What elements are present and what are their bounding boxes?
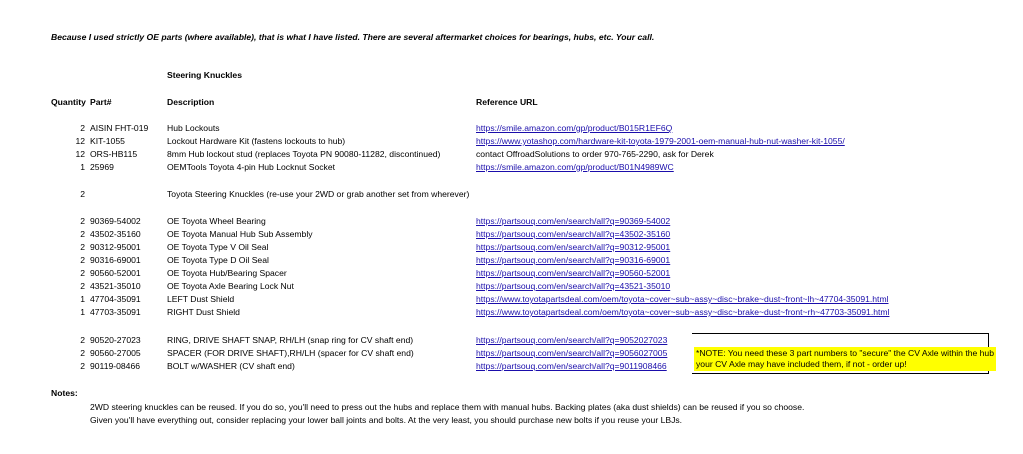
reference-link[interactable]: https://partsouq.com/en/search/all?q=90369-54002 [476, 216, 671, 226]
part-cell: ORS-HB115 [90, 149, 138, 159]
description-cell: OE Toyota Axle Bearing Lock Nut [167, 281, 294, 291]
qty-cell: 2 [80, 335, 85, 345]
reference-text: contact OffroadSolutions to order 970-765-2290, ask for Derek [476, 149, 714, 159]
description-cell: OE Toyota Type V Oil Seal [167, 242, 269, 252]
qty-cell: 2 [80, 242, 85, 252]
reference-link[interactable]: https://www.toyotapartsdeal.com/oem/toyota~cover~sub~assy~disc~brake~dust~front~rh~47703-35091.html [476, 307, 890, 317]
description-cell: RING, DRIVE SHAFT SNAP, RH/LH (snap ring for CV shaft end) [167, 335, 414, 345]
part-cell: 90520-27023 [90, 335, 141, 345]
notes-line-1: 2WD steering knuckles can be reused. If you do so, you'll need to press out the hubs and replace them with manual hubs. Backing plates (aka dust shields) can be reused if you so choose. [90, 402, 805, 412]
description-cell: SPACER (FOR DRIVE SHAFT),RH/LH (spacer for CV shaft end) [167, 348, 414, 358]
qty-cell: 1 [80, 162, 85, 172]
qty-cell: 2 [80, 255, 85, 265]
header-description: Description [167, 97, 215, 107]
notes-label: Notes: [51, 388, 78, 398]
qty-cell: 2 [80, 268, 85, 278]
part-cell: 25969 [90, 162, 114, 172]
part-cell: 43521-35010 [90, 281, 141, 291]
part-cell: 90560-27005 [90, 348, 141, 358]
qty-cell: 2 [80, 229, 85, 239]
part-cell: KIT-1055 [90, 136, 125, 146]
reference-link[interactable]: https://partsouq.com/en/search/all?q=90312-95001 [476, 242, 671, 252]
qty-cell: 12 [75, 149, 85, 159]
reference-link[interactable]: https://partsouq.com/en/search/all?q=43521-35010 [476, 281, 671, 291]
part-cell: 90316-69001 [90, 255, 141, 265]
description-cell: RIGHT Dust Shield [167, 307, 240, 317]
cv-axle-note [694, 347, 996, 371]
qty-cell: 2 [80, 348, 85, 358]
description-cell: BOLT w/WASHER (CV shaft end) [167, 361, 295, 371]
description-cell: OE Toyota Type D Oil Seal [167, 255, 269, 265]
qty-cell: 2 [80, 189, 85, 199]
description-cell: 8mm Hub lockout stud (replaces Toyota PN 90080-11282, discontinued) [167, 149, 441, 159]
qty-cell: 2 [80, 123, 85, 133]
qty-cell: 2 [80, 361, 85, 371]
qty-cell: 12 [75, 136, 85, 146]
part-cell: 90369-54002 [90, 216, 141, 226]
part-cell: 90312-95001 [90, 242, 141, 252]
header-reference-url: Reference URL [476, 97, 538, 107]
description-cell: OE Toyota Manual Hub Sub Assembly [167, 229, 313, 239]
notes-line-2: Given you'll have everything out, consider replacing your lower ball joints and bolts. At the very least, you should purchase new bolts if you reuse your LBJs. [90, 415, 683, 425]
part-cell: 90560-52001 [90, 268, 141, 278]
description-cell: Toyota Steering Knuckles (re-use your 2WD or grab another set from wherever) [167, 189, 470, 199]
description-cell: LEFT Dust Shield [167, 294, 235, 304]
qty-cell: 1 [80, 307, 85, 317]
section-title: Steering Knuckles [167, 70, 242, 80]
reference-link[interactable]: https://partsouq.com/en/search/all?q=90316-69001 [476, 255, 671, 265]
reference-link[interactable]: https://smile.amazon.com/gp/product/B015R1EF6Q [476, 123, 673, 133]
reference-link[interactable]: https://partsouq.com/en/search/all?q=9052027023 [476, 335, 668, 345]
description-cell: Lockout Hardware Kit (fastens lockouts to hub) [167, 136, 346, 146]
intro-text: Because I used strictly OE parts (where available), that is what I have listed. There are several aftermarket choices for bearings, hubs, etc. Your call. [51, 32, 655, 42]
reference-link[interactable]: https://smile.amazon.com/gp/product/B01N4989WC [476, 162, 674, 172]
part-cell: 47703-35091 [90, 307, 141, 317]
reference-link[interactable]: https://partsouq.com/en/search/all?q=43502-35160 [476, 229, 671, 239]
description-cell: OEMTools Toyota 4-pin Hub Locknut Socket [167, 162, 335, 172]
note-line-2: your CV Axle may have included them, if not - order up! [696, 359, 907, 369]
qty-cell: 2 [80, 281, 85, 291]
reference-link[interactable]: https://partsouq.com/en/search/all?q=9011908466 [476, 361, 667, 371]
part-cell: AISIN FHT-019 [90, 123, 149, 133]
part-cell: 90119-08466 [90, 361, 141, 371]
header-part: Part# [90, 97, 112, 107]
description-cell: OE Toyota Hub/Bearing Spacer [167, 268, 287, 278]
description-cell: Hub Lockouts [167, 123, 220, 133]
qty-cell: 2 [80, 216, 85, 226]
reference-link[interactable]: https://www.toyotapartsdeal.com/oem/toyota~cover~sub~assy~disc~brake~dust~front~lh~47704-35091.html [476, 294, 889, 304]
reference-link[interactable]: https://www.yotashop.com/hardware-kit-toyota-1979-2001-oem-manual-hub-nut-washer-kit-1055/ [476, 136, 845, 146]
header-quantity: Quantity [51, 97, 86, 107]
qty-cell: 1 [80, 294, 85, 304]
part-cell: 43502-35160 [90, 229, 141, 239]
reference-link[interactable]: https://partsouq.com/en/search/all?q=90560-52001 [476, 268, 671, 278]
part-cell: 47704-35091 [90, 294, 141, 304]
note-line-1: *NOTE: You need these 3 part numbers to "secure" the CV Axle within the hub [696, 348, 994, 358]
reference-link[interactable]: https://partsouq.com/en/search/all?q=9056027005 [476, 348, 668, 358]
description-cell: OE Toyota Wheel Bearing [167, 216, 266, 226]
